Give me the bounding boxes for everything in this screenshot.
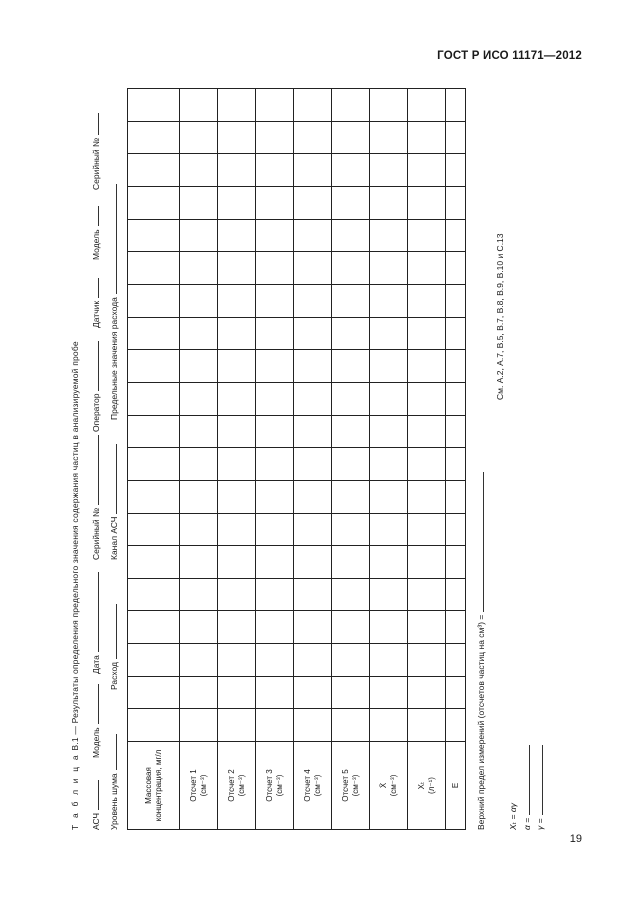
table-cell[interactable] xyxy=(128,219,180,252)
table-cell[interactable] xyxy=(408,219,446,252)
row-header xyxy=(294,742,332,830)
table-cell[interactable] xyxy=(446,709,466,742)
table-cell[interactable] xyxy=(408,382,446,415)
table-cell[interactable] xyxy=(332,382,370,415)
table-cell[interactable] xyxy=(128,611,180,644)
table-cell[interactable] xyxy=(294,154,332,187)
row-unit: (см⁻³) xyxy=(274,774,284,797)
row-header xyxy=(446,742,466,830)
document-id: ГОСТ Р ИСО 11171—2012 xyxy=(437,50,582,62)
table-cell[interactable] xyxy=(180,644,218,677)
rotated-table-block xyxy=(70,80,590,830)
table-cell[interactable] xyxy=(370,89,408,122)
table-cell[interactable] xyxy=(128,285,180,318)
table-cell[interactable] xyxy=(294,252,332,285)
table-cell[interactable] xyxy=(446,252,466,285)
field-asch-channel: Канал АСЧ xyxy=(108,444,119,560)
table-cell[interactable] xyxy=(370,219,408,252)
table-cell[interactable] xyxy=(180,89,218,122)
table-cell[interactable] xyxy=(370,578,408,611)
table-cell[interactable] xyxy=(446,219,466,252)
table-cell[interactable] xyxy=(446,611,466,644)
table-cell[interactable] xyxy=(294,317,332,350)
table-row xyxy=(408,89,446,830)
table-cell[interactable] xyxy=(256,611,294,644)
table-cell[interactable] xyxy=(256,480,294,513)
table-cell[interactable] xyxy=(370,611,408,644)
row-label: Отсчет 2 xyxy=(226,769,236,802)
table-cell[interactable] xyxy=(294,285,332,318)
table-cell[interactable] xyxy=(408,513,446,546)
field-sensor: Датчик xyxy=(90,278,101,328)
caption-text: В.1 — Результаты определения предельного значения содержания частиц в анализируемой пробе xyxy=(70,341,80,751)
table-row xyxy=(446,89,466,830)
row-header xyxy=(180,742,218,830)
table-cell[interactable] xyxy=(446,154,466,187)
table-cell[interactable] xyxy=(294,382,332,415)
table-cell[interactable] xyxy=(256,187,294,220)
table-cell[interactable] xyxy=(408,709,446,742)
table-cell[interactable] xyxy=(332,611,370,644)
field-flow-limits: Предельные значения расхода xyxy=(108,184,119,420)
table-cell[interactable] xyxy=(256,154,294,187)
table-cell[interactable] xyxy=(128,382,180,415)
table-cell[interactable] xyxy=(370,154,408,187)
formula-line: Xₜ = αγ xyxy=(508,803,518,830)
table-cell[interactable] xyxy=(180,154,218,187)
table-cell[interactable] xyxy=(128,644,180,677)
table-cell[interactable] xyxy=(256,89,294,122)
table-cell[interactable] xyxy=(218,187,256,220)
table-cell[interactable] xyxy=(332,252,370,285)
table-cell[interactable] xyxy=(408,415,446,448)
table-cell[interactable] xyxy=(332,709,370,742)
table-cell[interactable] xyxy=(332,219,370,252)
row-unit: (см⁻³) xyxy=(312,774,322,797)
table-cell[interactable] xyxy=(446,350,466,383)
table-cell[interactable] xyxy=(446,382,466,415)
table-cell[interactable] xyxy=(256,448,294,481)
table-cell[interactable] xyxy=(294,350,332,383)
page-number: 19 xyxy=(569,833,582,845)
table-cell[interactable] xyxy=(218,285,256,318)
table-cell[interactable] xyxy=(180,611,218,644)
table-cell[interactable] xyxy=(446,285,466,318)
table-cell[interactable] xyxy=(294,219,332,252)
table-cell[interactable] xyxy=(294,415,332,448)
table-cell[interactable] xyxy=(294,644,332,677)
table-cell[interactable] xyxy=(332,448,370,481)
table-row xyxy=(180,89,218,830)
table-cell[interactable] xyxy=(446,89,466,122)
table-cell[interactable] xyxy=(218,644,256,677)
row-label: X̄ xyxy=(378,782,388,789)
table-cell[interactable] xyxy=(332,350,370,383)
table-cell[interactable] xyxy=(180,252,218,285)
table-cell[interactable] xyxy=(446,578,466,611)
field-flow: Расход xyxy=(108,604,119,690)
table-cell[interactable] xyxy=(370,644,408,677)
table-cell[interactable] xyxy=(128,578,180,611)
table-cell[interactable] xyxy=(408,611,446,644)
table-cell[interactable] xyxy=(218,546,256,579)
table-cell[interactable] xyxy=(180,317,218,350)
table-cell[interactable] xyxy=(332,578,370,611)
table-cell[interactable] xyxy=(370,350,408,383)
field-operator: Оператор xyxy=(90,341,101,432)
table-cell[interactable] xyxy=(446,317,466,350)
field-serial: Серийный № xyxy=(90,435,101,560)
reference-note: См. А.2, А.7, В.5, В.7, В.8, В.9, В.10 и С.13 xyxy=(495,233,505,400)
table-cell[interactable] xyxy=(218,154,256,187)
table-cell[interactable] xyxy=(256,709,294,742)
table-cell[interactable] xyxy=(408,448,446,481)
table-cell[interactable] xyxy=(332,154,370,187)
table-cell[interactable] xyxy=(332,513,370,546)
table-cell[interactable] xyxy=(408,121,446,154)
table-cell[interactable] xyxy=(180,121,218,154)
table-cell[interactable] xyxy=(446,676,466,709)
table-cell[interactable] xyxy=(218,317,256,350)
table-cell[interactable] xyxy=(128,513,180,546)
table-cell[interactable] xyxy=(218,676,256,709)
table-cell[interactable] xyxy=(408,578,446,611)
table-cell[interactable] xyxy=(256,252,294,285)
table-cell[interactable] xyxy=(218,709,256,742)
table-cell[interactable] xyxy=(294,187,332,220)
table-cell[interactable] xyxy=(128,676,180,709)
table-cell[interactable] xyxy=(180,513,218,546)
table-row xyxy=(218,89,256,830)
table-cell[interactable] xyxy=(256,121,294,154)
table-cell[interactable] xyxy=(370,317,408,350)
table-cell[interactable] xyxy=(446,644,466,677)
row-unit: (см⁻³) xyxy=(350,774,360,797)
table-cell[interactable] xyxy=(408,252,446,285)
table-cell[interactable] xyxy=(370,546,408,579)
row-label: Отсчет 3 xyxy=(264,769,274,802)
table-cell[interactable] xyxy=(218,578,256,611)
table-cell[interactable] xyxy=(128,252,180,285)
table-cell[interactable] xyxy=(180,676,218,709)
field-model: Модель xyxy=(90,684,101,758)
table-cell[interactable] xyxy=(446,480,466,513)
table-cell[interactable] xyxy=(128,187,180,220)
table-cell[interactable] xyxy=(408,546,446,579)
table-cell[interactable] xyxy=(128,89,180,122)
table-row xyxy=(370,89,408,830)
table-cell[interactable] xyxy=(256,644,294,677)
table-cell[interactable] xyxy=(256,317,294,350)
table-cell[interactable] xyxy=(332,187,370,220)
row-header xyxy=(128,742,180,830)
table-cell[interactable] xyxy=(256,219,294,252)
table-cell[interactable] xyxy=(408,285,446,318)
table-cell[interactable] xyxy=(180,480,218,513)
table-cell[interactable] xyxy=(294,513,332,546)
table-cell[interactable] xyxy=(408,676,446,709)
table-cell[interactable] xyxy=(180,187,218,220)
table-cell[interactable] xyxy=(256,546,294,579)
table-cell[interactable] xyxy=(128,121,180,154)
table-cell[interactable] xyxy=(128,415,180,448)
table-cell[interactable] xyxy=(218,121,256,154)
field-asch: АСЧ xyxy=(90,780,101,830)
table-cell[interactable] xyxy=(446,187,466,220)
table-cell[interactable] xyxy=(218,611,256,644)
table-cell[interactable] xyxy=(128,154,180,187)
table-cell[interactable] xyxy=(218,219,256,252)
row-label: E xyxy=(450,782,460,789)
table-cell[interactable] xyxy=(218,448,256,481)
table-cell[interactable] xyxy=(256,350,294,383)
table-cell[interactable] xyxy=(408,644,446,677)
table-cell[interactable] xyxy=(128,448,180,481)
table-cell[interactable] xyxy=(332,317,370,350)
table-cell[interactable] xyxy=(180,415,218,448)
table-cell[interactable] xyxy=(256,513,294,546)
field-noise-level: Уровень шума xyxy=(108,734,119,830)
table-cell[interactable] xyxy=(180,350,218,383)
table-cell[interactable] xyxy=(408,480,446,513)
table-cell[interactable] xyxy=(332,546,370,579)
table-cell[interactable] xyxy=(332,415,370,448)
table-cell[interactable] xyxy=(180,285,218,318)
table-cell[interactable] xyxy=(256,676,294,709)
row-label: Отсчет 1 xyxy=(188,769,198,802)
table-cell[interactable] xyxy=(218,513,256,546)
table-cell[interactable] xyxy=(332,89,370,122)
row-header xyxy=(218,742,256,830)
field-date: Дата xyxy=(90,572,101,674)
table-cell[interactable] xyxy=(294,121,332,154)
results-table xyxy=(127,88,466,830)
alpha-line: α = xyxy=(521,80,532,830)
table-cell[interactable] xyxy=(408,350,446,383)
table-cell[interactable] xyxy=(370,709,408,742)
row-label: Отсчет 5 xyxy=(340,769,350,802)
row-header xyxy=(256,742,294,830)
row-unit: (л⁻¹) xyxy=(426,777,436,794)
table-cell[interactable] xyxy=(370,415,408,448)
table-cell[interactable] xyxy=(294,546,332,579)
upper-limit-line: Верхний предел измерений (отсчетов частиц на см³) = xyxy=(475,80,486,830)
table-cell[interactable] xyxy=(408,154,446,187)
table-caption xyxy=(70,80,84,830)
table-cell[interactable] xyxy=(218,480,256,513)
table-cell[interactable] xyxy=(218,89,256,122)
table-cell[interactable] xyxy=(408,317,446,350)
table-cell[interactable] xyxy=(446,121,466,154)
table-cell[interactable] xyxy=(408,187,446,220)
table-cell[interactable] xyxy=(332,285,370,318)
table-cell[interactable] xyxy=(294,611,332,644)
table-cell[interactable] xyxy=(446,448,466,481)
caption-prefix: Т а б л и ц а xyxy=(70,753,80,830)
table-row xyxy=(294,89,332,830)
table-cell[interactable] xyxy=(256,415,294,448)
table-cell[interactable] xyxy=(370,513,408,546)
table-cell[interactable] xyxy=(128,317,180,350)
table-row xyxy=(332,89,370,830)
row-header xyxy=(370,742,408,830)
field-sensor-model: Модель xyxy=(90,206,101,260)
table-cell[interactable] xyxy=(180,578,218,611)
table-cell[interactable] xyxy=(218,415,256,448)
table-cell[interactable] xyxy=(218,350,256,383)
table-cell[interactable] xyxy=(256,382,294,415)
table-row xyxy=(128,89,180,830)
table-cell[interactable] xyxy=(218,252,256,285)
table-cell[interactable] xyxy=(128,480,180,513)
field-sensor-serial: Серийный № xyxy=(90,113,101,190)
table-cell[interactable] xyxy=(294,480,332,513)
table-cell[interactable] xyxy=(180,448,218,481)
table-cell[interactable] xyxy=(128,546,180,579)
table-cell[interactable] xyxy=(294,709,332,742)
table-cell[interactable] xyxy=(408,89,446,122)
table-cell[interactable] xyxy=(370,448,408,481)
table-cell[interactable] xyxy=(332,121,370,154)
table-cell[interactable] xyxy=(294,448,332,481)
table-cell[interactable] xyxy=(218,382,256,415)
table-cell[interactable] xyxy=(446,546,466,579)
table-cell[interactable] xyxy=(370,676,408,709)
table-cell[interactable] xyxy=(370,252,408,285)
row-label: Xₜ xyxy=(416,781,426,790)
table-cell[interactable] xyxy=(294,676,332,709)
table-cell[interactable] xyxy=(180,546,218,579)
table-cell[interactable] xyxy=(294,578,332,611)
table-cell[interactable] xyxy=(180,219,218,252)
table-row xyxy=(256,89,294,830)
table-cell[interactable] xyxy=(294,89,332,122)
row-header xyxy=(408,742,446,830)
table-cell[interactable] xyxy=(446,513,466,546)
row-label: Отсчет 4 xyxy=(302,769,312,802)
table-cell[interactable] xyxy=(370,121,408,154)
table-cell[interactable] xyxy=(180,382,218,415)
table-cell[interactable] xyxy=(180,709,218,742)
row-unit: (см⁻³) xyxy=(388,774,398,797)
fields-row-1 xyxy=(90,80,104,830)
gamma-line: γ = xyxy=(534,80,545,830)
fields-row-2 xyxy=(108,80,122,830)
table-cell[interactable] xyxy=(370,285,408,318)
row-label: Массовая концентрация, мг/л xyxy=(143,749,163,822)
table-cell[interactable] xyxy=(370,480,408,513)
table-cell[interactable] xyxy=(128,350,180,383)
table-cell[interactable] xyxy=(128,709,180,742)
row-unit: (см⁻³) xyxy=(236,774,246,797)
table-cell[interactable] xyxy=(332,644,370,677)
table-cell[interactable] xyxy=(332,480,370,513)
row-header xyxy=(332,742,370,830)
table-cell[interactable] xyxy=(256,285,294,318)
row-unit: (см⁻³) xyxy=(198,774,208,797)
table-cell[interactable] xyxy=(370,187,408,220)
table-cell[interactable] xyxy=(332,676,370,709)
table-cell[interactable] xyxy=(446,415,466,448)
table-cell[interactable] xyxy=(256,578,294,611)
table-cell[interactable] xyxy=(370,382,408,415)
